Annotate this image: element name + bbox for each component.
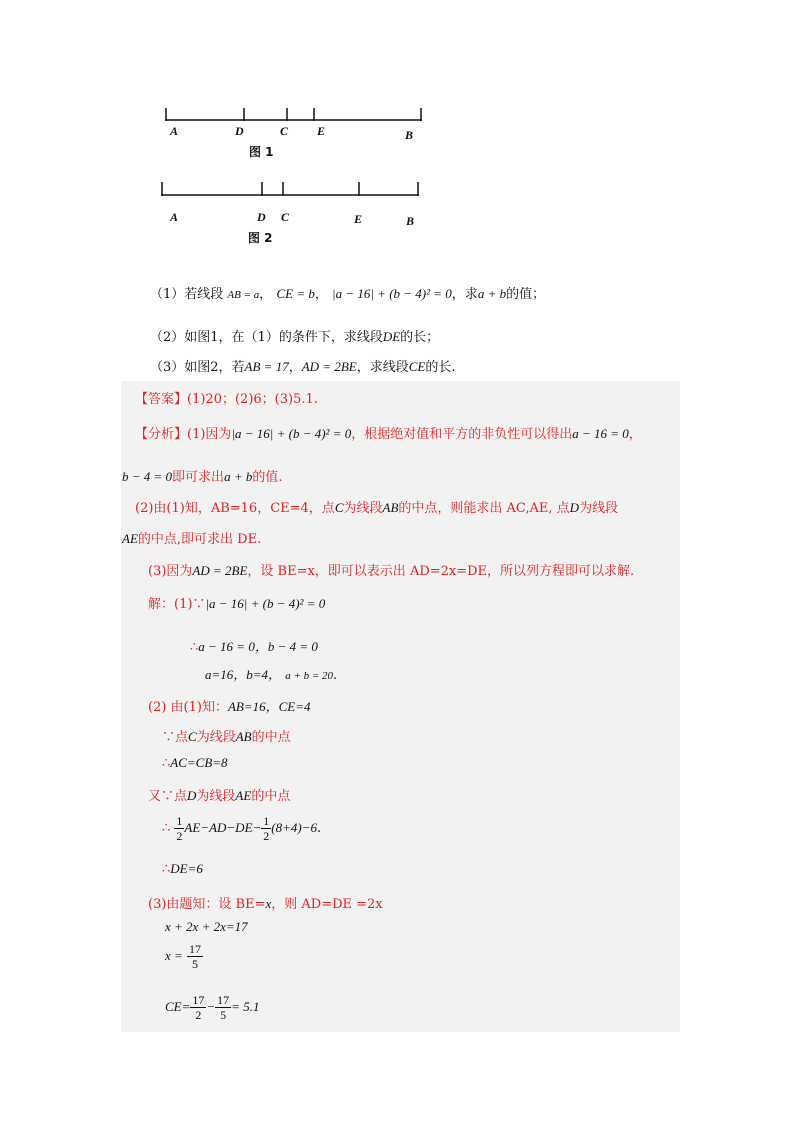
solution-1-values: a=16，b=4， (205, 667, 282, 682)
figure-2-label-b: B (406, 214, 415, 228)
analysis-p2-e: 为线段 (579, 501, 619, 516)
frac3-den: 5 (191, 957, 198, 971)
analysis-p1-e: 的值. (252, 470, 283, 485)
analysis-p2-ae: AE (122, 531, 138, 546)
solution-2-b: 的中点 (251, 730, 291, 745)
solution-1-line-1 (148, 593, 325, 612)
figure-2-segment (155, 178, 430, 204)
solution-1-label: 解：(1)∵ (148, 597, 206, 612)
analysis-p3-eq: AD = 2BE (192, 563, 248, 578)
q1-ce-eq: CE = b (276, 286, 315, 301)
analysis-p2-c: C (334, 500, 344, 515)
figure-2-label-c: C (281, 210, 290, 224)
solution-3-x-eq: x = (165, 948, 183, 963)
figure-1-segment (160, 100, 430, 130)
solution-2-also-because: 又∵点 (148, 789, 188, 804)
fraction-half-1 (174, 814, 184, 843)
figure-1-label-e: E (317, 124, 326, 138)
solution-2-expr-tail: (8+4)−6 (271, 820, 317, 835)
q1-sep1: ， (259, 287, 273, 302)
solution-2-label: (2) 由(1)知： (148, 700, 228, 715)
analysis-p1-c: ， (628, 427, 642, 442)
fraction-17-2 (190, 993, 206, 1022)
question-2 (150, 326, 439, 345)
analysis-p2-d: 的中点，则能求出 AC,AE, 点 (398, 501, 570, 516)
solution-2-therefore-1: ∴ (162, 756, 171, 771)
analysis-p1-eq2: b − 4 = 0 (122, 469, 173, 484)
solution-2-ac-cb: AC=CB=8 (170, 755, 228, 770)
analysis-p1-eq1: a − 16 = 0 (572, 426, 629, 441)
solution-2-a: 为线段 (196, 730, 236, 745)
solution-2-line-5 (162, 814, 321, 843)
figure-2-caption: 图 2 (248, 231, 273, 245)
solution-2-line-2 (162, 726, 291, 745)
analysis-label: 【分析】 (135, 427, 188, 442)
solution-2-ab: AB (235, 729, 252, 744)
solution-2-l4-a: 为线段 (196, 789, 236, 804)
solution-3-line-4 (165, 993, 259, 1022)
q2-suffix: 的长； (400, 330, 440, 345)
frac2-den: 2 (263, 829, 270, 843)
solution-3-x: x (265, 896, 272, 911)
q3-ad: AD = 2BE (301, 359, 357, 374)
analysis-p2-b: 为线段 (343, 501, 383, 516)
question-1 (150, 283, 545, 302)
figure-2-label-d: D (257, 210, 266, 224)
analysis-p1-sum: a + b (224, 469, 253, 484)
analysis-p3-b: ，设 BE=x，即可以表示出 AD=2x=DE，所以列方程即可以求解. (247, 564, 635, 579)
q1-sum: a + b (477, 286, 507, 301)
analysis-line-5 (148, 560, 634, 579)
solution-3-label: (3)由题知：设 BE= (148, 897, 266, 912)
solution-2-d: D (187, 788, 197, 803)
solution-1-line-3 (205, 664, 337, 683)
solution-3-minus: − (206, 999, 216, 1014)
q3-seg: CE (408, 359, 426, 374)
solution-3-ce-eq: CE= (165, 999, 191, 1014)
fraction-17-5 (187, 942, 203, 971)
solution-2-line-3 (162, 755, 228, 771)
frac5-num: 17 (217, 993, 230, 1007)
answer-label: 【答案】 (135, 392, 188, 407)
frac4-den: 2 (195, 1008, 202, 1022)
solution-2-ae: AE (235, 788, 252, 803)
analysis-p1-d: 即可求出 (172, 470, 225, 485)
figure-2-label-e: E (354, 212, 363, 226)
solution-1-end: . (333, 668, 338, 683)
solution-2-line-1 (148, 696, 311, 715)
solution-2-l4-b: 的中点 (251, 789, 291, 804)
solution-1-formula: |a − 16| + (b − 4)² = 0 (205, 596, 326, 611)
analysis-line-3 (135, 497, 618, 516)
fraction-half-2 (261, 814, 271, 843)
figure-1-label-a: A (170, 124, 179, 138)
answer-line (135, 388, 318, 407)
solution-2-de: DE=6 (170, 861, 203, 876)
solution-3-label2: ，则 AD=DE =2x (271, 897, 383, 912)
solution-2-c: C (188, 729, 197, 744)
solution-2-because: ∵点 (162, 730, 189, 745)
figure-1-label-b: B (405, 128, 414, 142)
q2-seg: DE (382, 329, 401, 344)
figure-2-label-a: A (170, 210, 179, 224)
analysis-line-1 (135, 423, 642, 442)
solution-3-line-3 (165, 942, 203, 971)
answer-text: (1)20；(2)6；(3)5.1. (187, 392, 318, 407)
q1-suffix-pre: ，求 (451, 287, 478, 302)
frac1-den: 2 (176, 829, 183, 843)
q1-formula: |a − 16| + (b − 4)² = 0 (332, 286, 452, 301)
solution-3-equation: x + 2x + 2x=17 (165, 919, 248, 934)
q1-sep2: ， (314, 287, 328, 302)
solution-2-therefore-2: ∴ (162, 821, 171, 836)
frac4-num: 17 (192, 993, 205, 1007)
analysis-p2-a: (2)由(1)知，AB=16，CE=4，点 (135, 501, 335, 516)
frac2-num: 1 (263, 814, 270, 828)
q3-ab: AB = 17 (244, 359, 289, 374)
analysis-p1-a: (1)因为 (187, 427, 232, 442)
frac1-num: 1 (176, 814, 183, 828)
solution-2-line-6 (162, 861, 203, 877)
analysis-p2-dpt: D (569, 500, 580, 515)
solution-2-expr-mid: AE−AD−DE− (184, 820, 262, 835)
solution-3-line-1 (148, 893, 383, 912)
solution-1-eqs: a − 16 = 0，b − 4 = 0 (198, 639, 318, 654)
q1-prefix: （1）若线段 (150, 287, 224, 302)
q1-ab-eq: AB = a (227, 289, 260, 301)
solution-2-vals: AB=16，CE=4 (227, 699, 311, 714)
analysis-line-4 (122, 528, 261, 547)
analysis-p2-ab: AB (382, 500, 399, 515)
q3-suffix: 的长. (425, 360, 456, 375)
solution-3-result: = 5.1 (231, 999, 260, 1014)
analysis-p2-f: 的中点,即可求出 DE. (137, 532, 262, 547)
analysis-p1-b: ，根据绝对值和平方的非负性可以得出 (351, 427, 573, 442)
solution-2-line-4 (148, 785, 290, 804)
analysis-line-2 (122, 466, 282, 485)
analysis-p1-formula: |a − 16| + (b − 4)² = 0 (231, 426, 352, 441)
solution-1-line-2 (190, 636, 318, 655)
q2-prefix: （2）如图1，在（1）的条件下，求线段 (150, 330, 383, 345)
frac5-den: 5 (220, 1008, 227, 1022)
q3-sep: ， (288, 360, 302, 375)
frac3-num: 17 (188, 942, 201, 956)
q3-prefix: （3）如图2，若 (150, 360, 245, 375)
solution-2-expr-end: . (316, 821, 322, 836)
solution-1-sum: a + b = 20 (285, 670, 334, 682)
analysis-p3-a: (3)因为 (148, 564, 193, 579)
q1-suffix: 的值； (506, 287, 546, 302)
fraction-17-5-b (215, 993, 231, 1022)
q3-mid: ，求线段 (356, 360, 409, 375)
figure-1-caption: 图 1 (249, 145, 274, 159)
question-3 (150, 356, 455, 375)
solution-1-therefore: ∴ (190, 640, 199, 655)
figure-1-label-d: D (235, 124, 244, 138)
figure-1-label-c: C (280, 124, 289, 138)
solution-2-therefore-3: ∴ (162, 862, 171, 877)
solution-3-line-2 (165, 919, 248, 935)
